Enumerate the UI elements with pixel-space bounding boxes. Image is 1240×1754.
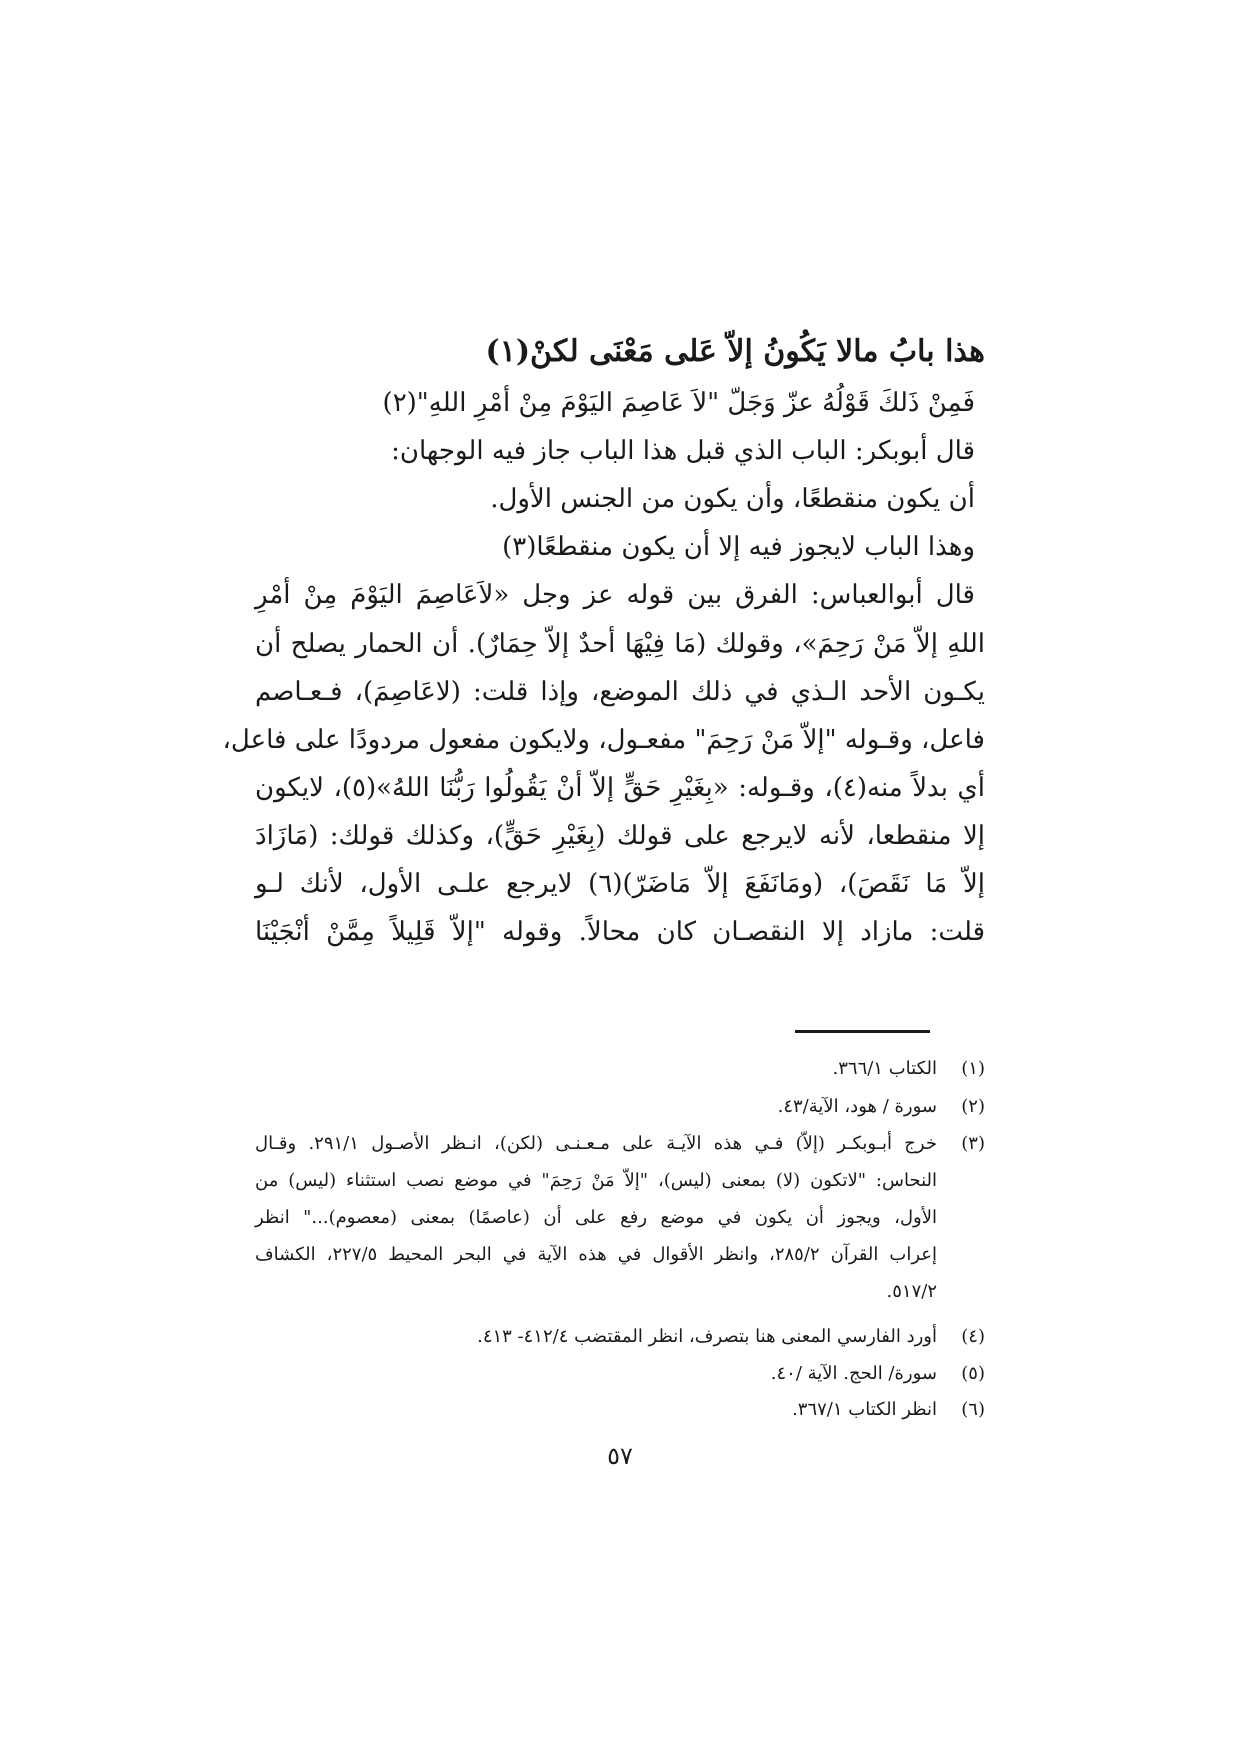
chapter-title: هذا بابُ مالا يَكُونُ إلاّ عَلى مَعْنَى لكنْ(١) — [485, 334, 985, 369]
footnote — [255, 1052, 985, 1086]
footnote-text: النحاس: "لاتكون (لا) بمعنى (ليس)، "إلاّ مَنْ رَحِمَ" في موضع نصب استثناء (ليس) من — [255, 1170, 937, 1191]
footnote — [255, 1393, 985, 1427]
footnote-text: سورة / هود، الآية/٤٣. — [777, 1096, 937, 1117]
footnote-text: انظر الكتاب ٣٦٧/١. — [792, 1399, 937, 1420]
text-line: أن يكون منقطعًا، وأن يكون من الجنس الأول. — [490, 484, 975, 514]
text-line: قلت: مازاد إلا النقصـان كان محالاً. وقوله "إلاّ قَلِيلاً مِمَّنْ أنْجَيْنَا — [255, 917, 985, 947]
footnote-number: (١) — [961, 1058, 985, 1079]
text-line: وهذا الباب لايجوز فيه إلا أن يكون منقطعًا(٣) — [502, 532, 975, 562]
text-line: إلا منقطعا، لأنه لايرجع على قولك (بِغَيْرِ حَقٍّ)، وكذلك قولك: (مَازَادَ — [255, 821, 985, 851]
footnote-number: (٢) — [961, 1096, 985, 1117]
page-number: ٥٧ — [607, 1442, 633, 1470]
text-line: يكـون الأحد الـذي في ذلك الموضع، وإذا قلت: (لاعَاصِمَ)، فـعـاصم — [255, 677, 985, 707]
footnote — [255, 1320, 985, 1354]
text-line: قال أبوبكر: الباب الذي قبل هذا الباب جاز فيه الوجهان: — [391, 436, 975, 466]
footnote-text: إعراب القرآن ٢٨٥/٢، وانظر الأقوال في هذه الآية في البحر المحيط ٢٢٧/٥، الكشاف — [255, 1244, 937, 1265]
footnote — [255, 1357, 985, 1391]
text-line: فاعل، وقـوله "إلاّ مَنْ رَحِمَ" مفعـول، ولايكون مفعول مردودًا على فاعل، — [222, 725, 985, 755]
footnote — [255, 1127, 985, 1317]
footnote-text: سورة/ الحج. الآية /٤٠. — [770, 1363, 937, 1384]
text-line: إلاّ مَا نَقَصَ)، (ومَانَفَعَ إلاّ مَاضَرّ)(٦) لايرجع علـى الأول، لأنك لـو — [255, 869, 985, 899]
text-line: اللهِ إلاّ مَنْ رَحِمَ»، وقولك (مَا فِيْهَا أحدٌ إلاّ حِمَارٌ). أن الحمار يصلح أن — [255, 629, 985, 659]
footnote-text: الكتاب ٣٦٦/١. — [832, 1058, 937, 1079]
footnote-number: (٥) — [961, 1363, 985, 1384]
footnote-number: (٦) — [961, 1399, 985, 1420]
footnote-number: (٣) — [961, 1133, 985, 1154]
text-line: قال أبوالعباس: الفرق بين قوله عز وجل «لاَعَاصِمَ اليَوْمَ مِنْ أمْرِ — [255, 580, 975, 610]
text-line: أي بدلاً منه(٤)، وقـوله: «بِغَيْرِ حَقٍّ إلاّ أنْ يَقُولُوا رَبُّنَا اللهُ»(٥)، لايكون — [255, 773, 986, 803]
footnote-text: أورد الفارسي المعنى هنا بتصرف، انظر المقتضب ٤١٢/٤- ٤١٣. — [477, 1326, 937, 1347]
footnote-divider — [795, 1030, 930, 1033]
footnote-text: ٥١٧/٢. — [886, 1281, 937, 1302]
footnote-text: خرج أبـوبكـر (إلاّ) فـي هذه الآيـة على مـعـنـى (لكن)، انـظر الأصـول ٢٩١/١. وقـال — [255, 1133, 937, 1154]
text-line: فَمِنْ ذَلكَ قَوْلُهُ عزّ وَجَلّ "لاَ عَاصِمَ اليَوْمَ مِنْ أمْرِ اللهِ"(٢) — [382, 388, 975, 418]
footnote-number: (٤) — [961, 1326, 985, 1347]
footnote — [255, 1090, 985, 1124]
footnote-text: الأول، ويجوز أن يكون في موضع رفع على أن (عاصمًا) بمعنى (معصوم)..." انظر — [255, 1207, 937, 1228]
